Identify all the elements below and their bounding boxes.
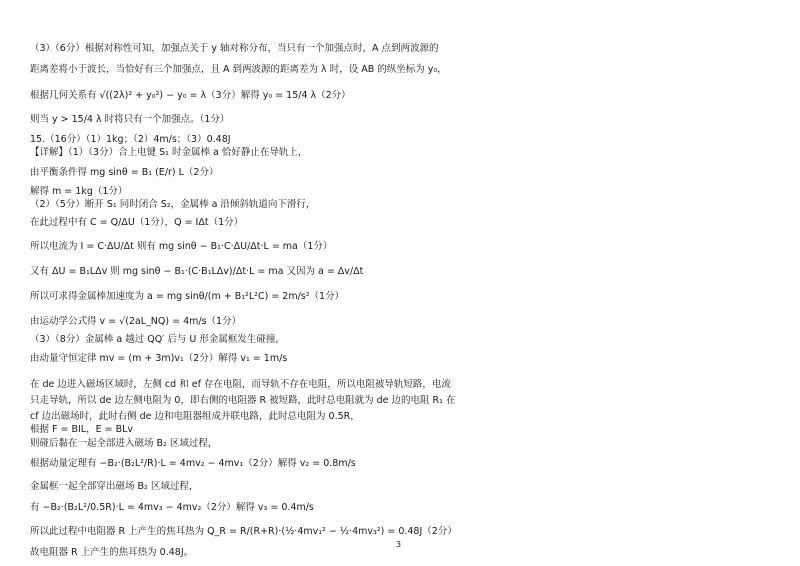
text-line-11: 所以电流为 I = C·ΔU/Δt 则有 mg sinθ − B₁·C·ΔU/Δt·L = ma（1分） bbox=[30, 241, 333, 252]
text-line-10: 在此过程中有 C = Q/ΔU（1分），Q = IΔt（1分） bbox=[30, 217, 244, 228]
text-line-15: （3）（8分）金属棒 a 越过 QQ′ 后与 U 形金属框发生碰撞， bbox=[30, 334, 285, 345]
text-line-13: 所以可求得金属棒加速度为 a = mg sinθ/(m + B₁²L²C) = 2m/s²（1分） bbox=[30, 291, 345, 302]
text-line-18: 只走导轨，所以 de 边左侧电阻为 0，即右侧的电阻器 R 被短路，此时总电阻就为 de 边的电阻 R₁ 在 bbox=[30, 395, 456, 406]
text-line-2: 距离差将小于波长，当恰好有三个加强点，且 A 到两波源的距离差为 λ 时，设 AB 的纵坐标为 y₀， bbox=[30, 64, 447, 75]
page-number: 3 bbox=[396, 540, 402, 549]
text-line-16: 由动量守恒定律 mv = (m + 3m)v₁（2分）解得 v₁ = 1m/s bbox=[30, 353, 288, 364]
text-line-19: cf 边出磁场时，此时右侧 de 边和电阻器组成并联电路，此时总电阻为 0.5R， bbox=[30, 411, 360, 422]
text-line-3: 根据几何关系有 √((2λ)² + y₀²) − y₀ = λ（3分）解得 y₀ = 15/4 λ（2分） bbox=[30, 90, 351, 101]
text-line-23: 金属框一起全部穿出磁场 B₂ 区域过程， bbox=[30, 481, 199, 492]
text-line-8: 解得 m = 1kg（1分） bbox=[30, 186, 128, 197]
text-line-9: （2）（5分）断开 S₁ 同时闭合 S₂，金属棒 a 沿倾斜轨道向下滑行， bbox=[30, 199, 316, 210]
text-line-1: （3）（6分）根据对称性可知，加强点关于 y 轴对称分布，当只有一个加强点时，A 点到两波源的 bbox=[30, 43, 439, 54]
text-line-7: 由平衡条件得 mg sinθ = B₁ (E/r) L（2分） bbox=[30, 167, 219, 178]
text-line-5: 15.（16分）（1）1kg；（2）4m/s；（3）0.48J bbox=[30, 134, 231, 145]
text-line-20: 根据 F = BIL，E = BLv bbox=[30, 424, 134, 435]
text-line-17: 在 de 边进入磁场区域时，左侧 cd 和 ef 存在电阻，而导轨不存在电阻，所以电阻被导轨短路，电流 bbox=[30, 379, 451, 390]
text-line-14: 由运动学公式得 v = √(2aL_NQ) = 4m/s（1分） bbox=[30, 316, 242, 327]
text-line-25: 所以此过程中电阻器 R 上产生的焦耳热为 Q_R = R/(R+R)·(½·4mv₁² − ½·4mv₃²) = 0.48J（2分） bbox=[30, 526, 457, 537]
text-line-4: 则当 y > 15/4 λ 时将只有一个加强点。（1分） bbox=[30, 114, 230, 125]
text-line-26: 故电阻器 R 上产生的焦耳热为 0.48J。 bbox=[30, 547, 194, 558]
text-line-24: 有 −B₂·(B₂L²/0.5R)·L = 4mv₃ − 4mv₂（2分）解得 v₃ = 0.4m/s bbox=[30, 502, 314, 513]
text-line-21: 则碰后黏在一起全部进入磁场 B₂ 区域过程， bbox=[30, 438, 218, 449]
text-line-6: 【详解】（1）（3分）合上电键 S₁ 时金属棒 a 恰好静止在导轨上， bbox=[30, 147, 308, 158]
text-line-12: 又有 ΔU = B₁LΔv 则 mg sinθ − B₁·(C·B₁LΔv)/Δt·L = ma 又因为 a = Δv/Δt bbox=[30, 266, 364, 277]
text-line-22: 根据动量定理有 −B₂·(B₂L²/R)·L = 4mv₂ − 4mv₁（2分）解得 v₂ = 0.8m/s bbox=[30, 458, 356, 469]
